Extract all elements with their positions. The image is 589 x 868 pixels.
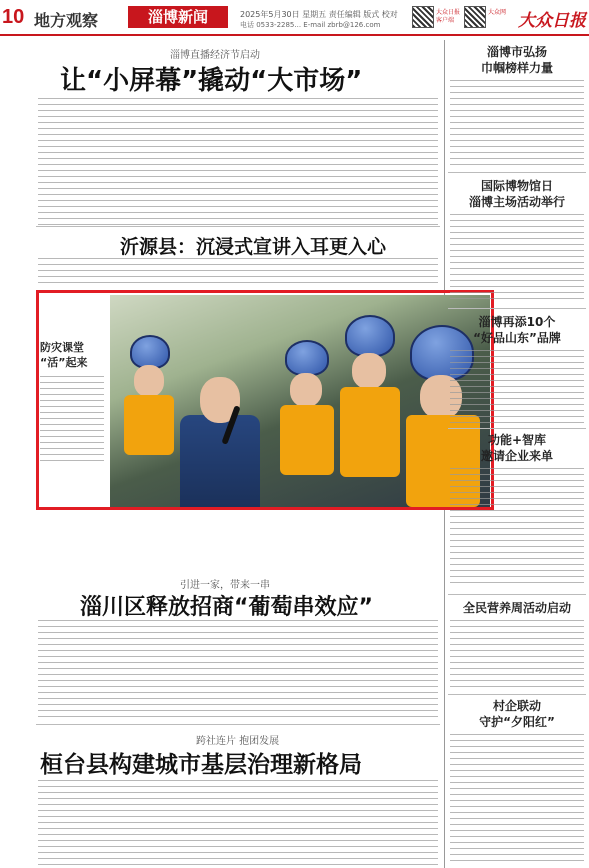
divider (448, 428, 586, 429)
helmet-icon (345, 315, 395, 357)
qr-code-icon (464, 6, 486, 28)
qr-label: 大众网 (488, 9, 507, 16)
article-body-text (38, 780, 438, 866)
article-headline: 沂源县：沉浸式宣讲入耳更入心 (120, 236, 387, 258)
article-headline: 淄川区释放招商“葡萄串效应” (80, 595, 373, 620)
sidebar-headline: 淄博再添10个 “好品山东”品牌 (473, 315, 561, 345)
divider (36, 724, 440, 725)
article-body-text (38, 98, 438, 226)
article-kicker: 淄博直播经济节启动 (170, 50, 260, 61)
sidebar-headline: 淄博市弘扬 巾帼榜样力量 (480, 45, 553, 75)
caption-title: “活”起来 (40, 356, 88, 369)
photo-caption (40, 340, 106, 466)
divider (36, 226, 440, 227)
article-headline: 让“小屏幕”撬动“大市场” (60, 66, 363, 96)
brand-banner: 淄博新闻 (128, 6, 228, 28)
helmet-icon (285, 340, 329, 376)
sidebar-body-text (450, 214, 584, 304)
qr-code-icon (412, 6, 434, 28)
face (290, 373, 322, 407)
vest (124, 395, 174, 455)
caption-title: 防灾课堂 (40, 341, 84, 354)
newspaper-logo: 大众日报 (518, 11, 586, 31)
news-photo (110, 295, 490, 507)
divider (448, 694, 586, 695)
divider (448, 172, 586, 173)
firefighter-figure (180, 415, 260, 507)
sidebar-headline: 功能+智库 邀请企业来单 (480, 433, 553, 463)
divider (448, 308, 586, 309)
helmet-icon (130, 335, 170, 369)
article-kicker: 引进一家，带来一串 (180, 580, 270, 591)
issue-meta: 2025年5月30日 星期五 责任编辑 版式 校对 (240, 10, 398, 19)
article-body-text (38, 258, 438, 288)
sidebar-headline: 村企联动 守护“夕阳红” (479, 699, 555, 729)
face (352, 353, 386, 389)
sidebar-headline: 全民营养周活动启动 (462, 601, 571, 615)
page-number: 10 (2, 6, 25, 28)
qr-label: 大众日报客户端 (436, 9, 461, 24)
sidebar-headline: 国际博物馆日 淄博主场活动举行 (468, 179, 565, 209)
face (134, 365, 164, 397)
sidebar-body-text (450, 350, 584, 426)
section-title: 地方观察 (34, 13, 99, 30)
caption-body-text (40, 376, 104, 466)
sidebar-body-text (450, 80, 584, 168)
article-kicker: 跨社连片 抱团发展 (196, 736, 280, 747)
page-header (0, 0, 589, 36)
divider (448, 594, 586, 595)
contact-meta: 电话 0533-2285... E-mail zbrb@126.com (240, 21, 381, 29)
sidebar-body-text (450, 468, 584, 588)
sidebar-body-text (450, 620, 584, 690)
article-body-text (38, 620, 438, 720)
article-headline: 桓台县构建城市基层治理新格局 (40, 752, 362, 778)
sidebar-body-text (450, 734, 584, 864)
vest (280, 405, 334, 475)
vest (340, 387, 400, 477)
